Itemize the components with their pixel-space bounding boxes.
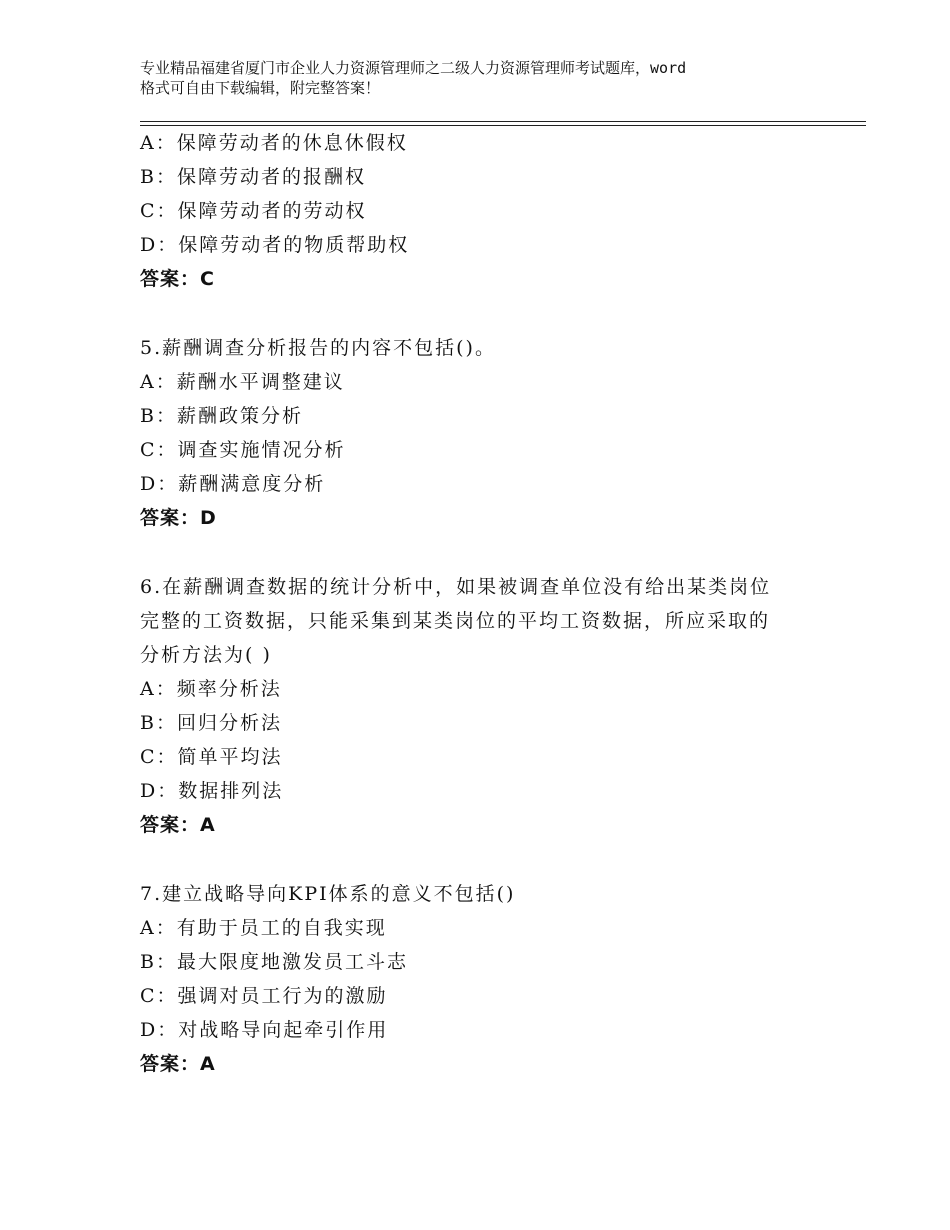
q7-answer: 答案：A bbox=[140, 1053, 216, 1075]
header-rule-bottom bbox=[140, 125, 866, 126]
q6-question-line-2: 完整的工资数据，只能采集到某类岗位的平均工资数据，所应采取的 bbox=[140, 610, 771, 632]
q4-answer: 答案：C bbox=[140, 268, 215, 290]
q7-question: 7.建立战略导向KPI体系的意义不包括() bbox=[140, 883, 516, 905]
q5-option-d: D：薪酬满意度分析 bbox=[140, 473, 326, 495]
q4-option-a: A：保障劳动者的休息休假权 bbox=[140, 132, 408, 154]
q4-option-d: D：保障劳动者的物质帮助权 bbox=[140, 234, 410, 256]
q7-option-b: B：最大限度地激发员工斗志 bbox=[140, 951, 408, 973]
q6-option-a: A：频率分析法 bbox=[140, 678, 282, 700]
q4-option-c: C：保障劳动者的劳动权 bbox=[140, 200, 367, 222]
q6-question-line-3: 分析方法为( ) bbox=[140, 644, 272, 666]
header-line-1: 专业精品福建省厦门市企业人力资源管理师之二级人力资源管理师考试题库，word bbox=[140, 59, 687, 77]
q6-answer: 答案：A bbox=[140, 814, 216, 836]
q5-option-b: B：薪酬政策分析 bbox=[140, 405, 303, 427]
q5-option-a: A：薪酬水平调整建议 bbox=[140, 371, 345, 393]
header-line-2: 格式可自由下载编辑，附完整答案！ bbox=[140, 79, 381, 97]
header-rule-top bbox=[140, 121, 866, 122]
q5-question: 5.薪酬调查分析报告的内容不包括()。 bbox=[140, 337, 496, 359]
q6-question-line-1: 6.在薪酬调查数据的统计分析中，如果被调查单位没有给出某类岗位 bbox=[140, 576, 772, 598]
q6-option-c: C：简单平均法 bbox=[140, 746, 283, 768]
q7-option-d: D：对战略导向起牵引作用 bbox=[140, 1019, 389, 1041]
q6-option-b: B：回归分析法 bbox=[140, 712, 282, 734]
q6-option-d: D：数据排列法 bbox=[140, 780, 284, 802]
q7-option-c: C：强调对员工行为的激励 bbox=[140, 985, 388, 1007]
q4-option-b: B：保障劳动者的报酬权 bbox=[140, 166, 366, 188]
q7-option-a: A：有助于员工的自我实现 bbox=[140, 917, 387, 939]
document-header bbox=[140, 58, 830, 98]
q5-answer: 答案：D bbox=[140, 507, 217, 529]
q5-option-c: C：调查实施情况分析 bbox=[140, 439, 346, 461]
